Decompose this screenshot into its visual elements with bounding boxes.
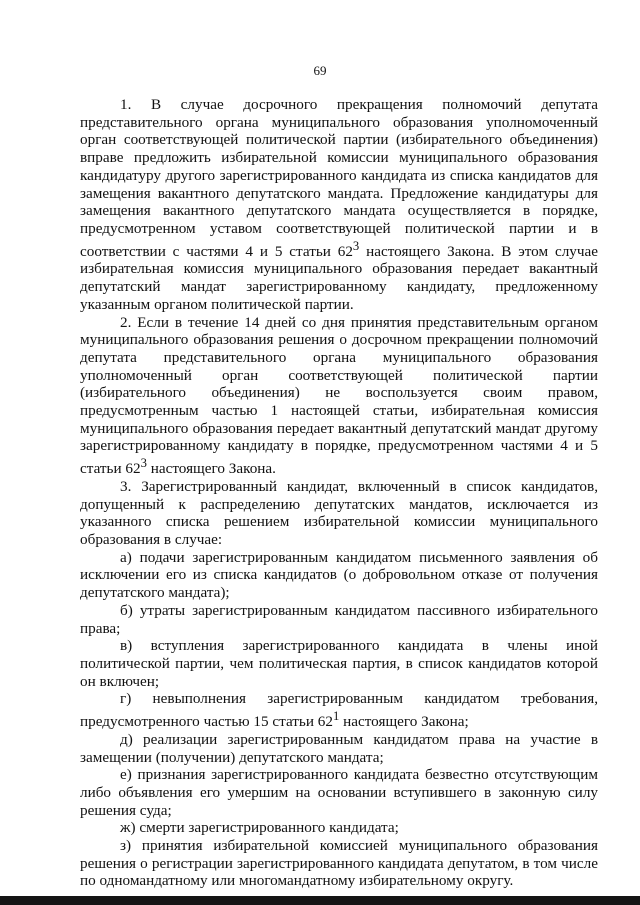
paragraph-2 [80, 314, 598, 478]
paragraph-text: 3. Зарегистрированный кандидат, включенный в список кандидатов, допущенный к распределению депутатских мандатов, исключается из указанного списка решением избирательной комиссии муниципального образования в случае: [80, 477, 598, 548]
paragraph-text: 2. Если в течение 14 дней со дня принятия представительным органом муниципального образования решения о досрочном прекращении полномочий депутата представительного органа муниципального образования уполномоченный орган соответствующей политической партии (избирательного объединения) не воспользуется своим правом, предусмотренным частью 1 настоящей статьи, избирательная комиссия муниципального образования передает вакантный депутатский мандат другому зарегистрированному кандидату в порядке, предусмотренном частями 4 и 5 статьи 62 [80, 313, 598, 478]
superscript: 3 [352, 238, 360, 253]
list-item-text: б) утраты зарегистрированным кандидатом пассивного избирательного права; [80, 601, 598, 637]
superscript: 1 [332, 709, 340, 724]
list-item-text: з) принятия избирательной комиссией муниципального образования решения о регистрации зарегистрированного кандидата депутатом, в том числе по одномандатному или многомандатному избирательному округу. [80, 837, 598, 890]
list-item-text: г) невыполнения зарегистрированным кандидатом требования, предусмотренного частью 15 статьи 62 [80, 690, 598, 731]
list-item-zh [80, 819, 598, 837]
paragraph-text: настоящего Закона. В этом случае избирательная комиссия муниципального образования передает вакантный депутатский мандат зарегистрированному кандидату, предложенному указанным органом политической партии. [80, 242, 598, 313]
paragraph-text: настоящего Закона. [146, 460, 276, 478]
list-item-v [80, 637, 598, 690]
paragraph-1 [80, 96, 598, 314]
page-number: 69 [313, 63, 327, 78]
list-item-text: д) реализации зарегистрированным кандидатом права на участие в замещении (получении) депутатского мандата; [80, 730, 598, 766]
list-item-g [80, 690, 598, 730]
paragraph-text: 1. В случае досрочного прекращения полномочий депутата представительного органа муниципального образования уполномоченный орган соответствующей политической партии (избирательного объединения) вправе предложить избирательной комиссии муниципального образования кандидатуру другого зарегистрированного кандидата из списка кандидатов для замещения вакантного депутатского мандата. Предложение кандидатуры для замещения вакантного депутатского мандата осуществляется в порядке, предусмотренном уставом соответствующей политической партии и в соответствии с частями 4 и 5 статьи 62 [80, 96, 598, 260]
list-item-text: а) подачи зарегистрированным кандидатом письменного заявления об исключении его из списка кандидатов (о добровольном отказе от получения депутатского мандата); [80, 548, 598, 602]
list-item-a [80, 549, 598, 602]
list-item-text: в) вступления зарегистрированного кандидата в члены иной политической партии, чем политическая партия, в список кандидатов которой он включен; [80, 637, 598, 690]
paragraph-3 [80, 478, 598, 549]
list-item-text: е) признания зарегистрированного кандидата безвестно отсутствующим либо объявления его умершим на основании вступившего в законную силу решения суда; [80, 766, 598, 819]
list-item-text: ж) смерти зарегистрированного кандидата; [120, 819, 399, 837]
list-item-d [80, 731, 598, 766]
document-body [80, 96, 598, 890]
scan-edge-bar [0, 896, 640, 905]
list-item-e [80, 766, 598, 819]
list-item-b [80, 602, 598, 637]
list-item-text: настоящего Закона; [339, 713, 469, 731]
superscript: 3 [140, 456, 147, 471]
list-item-z [80, 837, 598, 890]
